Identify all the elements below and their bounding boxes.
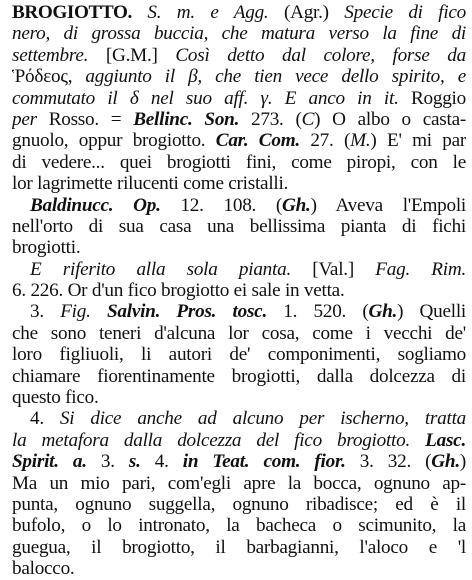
text-segment — [410, 430, 425, 451]
text-segment: chiamare fiorentinamente brogiotti, dalla dolcezza di — [12, 365, 466, 387]
text-segment: ) Aveva l'Empoli — [310, 194, 466, 216]
text-segment: Roggio — [398, 87, 466, 109]
text-line — [12, 2, 466, 23]
text-line — [12, 152, 466, 173]
text-line — [12, 323, 466, 344]
text-segment: Rosso. = — [36, 108, 134, 130]
text-segment: Spirit. a. — [12, 451, 87, 473]
text-line — [12, 430, 466, 451]
text-line — [12, 45, 466, 66]
text-segment: 1. 520. ( — [267, 301, 369, 323]
text-segment: S. m. e Agg. — [147, 2, 269, 23]
text-line — [12, 216, 466, 237]
text-segment: ) O albo o casta- — [314, 108, 466, 130]
text-line — [12, 366, 466, 387]
text-line — [12, 23, 466, 44]
text-segment: guegua, il brogiotto, il barbagianni, l'aloco e 'l — [12, 536, 466, 558]
text-segment: 12. 108. ( — [160, 194, 283, 216]
text-segment: brogiotti. — [12, 237, 81, 259]
text-segment: [Val.] — [291, 258, 376, 280]
text-segment: Così detto dal colore, forse da — [175, 44, 466, 66]
text-segment: 6. 226. Or d'un fico brogiotto ei sale in vetta. — [12, 280, 345, 302]
text-segment: lor lagrimette rilucenti come cristalli. — [12, 173, 289, 195]
text-segment: E riferito alla sola pianta. — [30, 258, 291, 280]
text-segment: Gh. — [368, 301, 398, 323]
text-line — [12, 66, 466, 87]
text-segment: in Teat. com. fior. — [182, 451, 346, 473]
text-line — [12, 473, 466, 494]
text-line — [12, 451, 466, 472]
text-segment: [G.M.] — [88, 44, 176, 66]
text-segment: la metafora dalla dolcezza del fico brogiotto. — [12, 429, 411, 451]
text-segment: nero, di grossa buccia, che matura verso la fine di — [12, 23, 466, 45]
text-line — [12, 173, 466, 194]
text-segment: Bellinc. Son. — [133, 108, 240, 130]
text-segment: M. — [350, 130, 371, 152]
text-segment: Gh. — [431, 451, 460, 473]
text-segment: commutato il δ nel suo aff. γ. E anco in it. — [12, 87, 399, 109]
text-segment: nell'orto di sua casa una bellissima pianta di fichi — [12, 215, 466, 237]
text-line — [12, 130, 466, 151]
text-segment: Si dice anche ad alcuno per ischerno, tratta — [59, 408, 466, 430]
text-line — [12, 195, 466, 216]
text-segment: balocco. — [12, 558, 75, 580]
text-segment: Baldinucc. Op. — [30, 194, 161, 216]
text-line — [12, 109, 466, 130]
text-segment: aggiunto il β, che tien vece dello spirito, e — [85, 66, 466, 88]
text-line — [12, 344, 466, 365]
text-line — [12, 494, 466, 515]
headword: BROGIOTTO. — [12, 2, 132, 23]
text-segment: gnuolo, oppur brogiotto. — [12, 130, 216, 152]
text-segment: Lasc. — [425, 429, 466, 451]
text-segment — [132, 2, 147, 23]
text-segment: questo fico. — [12, 387, 99, 409]
text-segment: Gh. — [282, 194, 311, 216]
text-segment: ) Quelli — [397, 301, 466, 323]
text-line — [12, 515, 466, 536]
text-segment: Car. Com. — [215, 130, 300, 152]
text-segment: 27. ( — [299, 130, 351, 152]
text-segment: 3. — [30, 301, 61, 323]
text-line — [12, 408, 466, 429]
text-segment: Ma un mio pari, com'egli apre la bocca, ognuno ap- — [12, 472, 466, 494]
text-segment: 4. — [140, 451, 183, 473]
text-segment: bufolo, o lo intronato, la bacheca o scimunito, la — [12, 515, 466, 537]
text-segment: 3. 32. ( — [345, 451, 432, 473]
text-segment: 273. ( — [239, 108, 302, 130]
text-segment: 3. — [86, 451, 129, 473]
text-segment: Fag. Rim. — [375, 258, 466, 280]
text-segment: Specie di fico — [344, 2, 466, 23]
text-segment: settembre. — [12, 44, 89, 66]
text-line — [12, 387, 466, 408]
text-segment: Ῥόδεος, — [12, 66, 86, 88]
text-line — [12, 558, 466, 579]
text-line — [12, 88, 466, 109]
text-segment: Fig. — [60, 301, 91, 323]
text-segment: (Agr.) — [268, 2, 345, 23]
text-segment: ) — [459, 451, 466, 473]
text-line — [12, 237, 466, 258]
text-segment: di vedere... quei brogiotti fini, come piropi, con le — [12, 151, 466, 173]
text-segment: ) E' mi par — [370, 130, 466, 152]
text-line — [12, 259, 466, 280]
text-segment: punta, ognuno suggella, ognuno ribadisce; ed è il — [12, 493, 466, 515]
text-line — [12, 537, 466, 558]
text-segment: Salvin. Pros. tosc. — [106, 301, 267, 323]
text-segment: che sono teneri d'alcuna lor cosa, come i vecchi de' — [12, 322, 466, 344]
text-segment: per — [12, 108, 37, 130]
text-line — [12, 301, 466, 322]
text-segment: 4. — [30, 408, 60, 430]
text-segment: s. — [128, 451, 141, 473]
text-segment: C — [301, 108, 315, 130]
text-line — [12, 280, 466, 301]
text-segment: loro figliuoli, li autori de' componimenti, sogliamo — [12, 344, 466, 366]
text-segment — [91, 301, 107, 322]
